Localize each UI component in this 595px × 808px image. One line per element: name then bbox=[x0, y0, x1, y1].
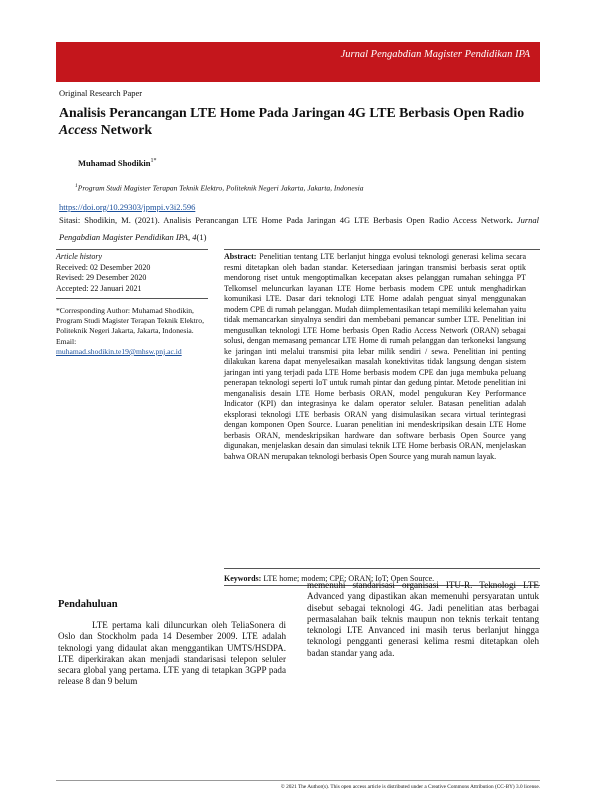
abstract-label: Abstract: bbox=[224, 252, 257, 261]
citation-journal: Jurnal Pengabdian Magister Pendidikan IPA, 4 bbox=[59, 215, 539, 242]
license-footer: © 2021 The Author(s). This open access article is distributed under a Creative Commons Attribution (CC-BY) 3.0 license. bbox=[280, 784, 540, 790]
article-title bbox=[59, 104, 539, 138]
corresponding-email[interactable]: muhamad.shodikin.te19@mhsw.pnj.ac.id bbox=[56, 346, 182, 356]
title-main: Analisis Perancangan LTE Home Pada Jaringan 4G LTE Berbasis Open Radio bbox=[59, 105, 525, 120]
received-date: Received: 02 Desember 2020 bbox=[56, 262, 151, 272]
journal-name: Jurnal Pengabdian Magister Pendidikan IPA bbox=[340, 49, 530, 60]
keywords-label: Keywords: bbox=[224, 574, 262, 583]
author-sup: 1* bbox=[150, 158, 157, 165]
abstract-text: Penelitian tentang LTE berlanjut hingga evolusi teknologi generasi kelima secara resmi ditetapkan oleh badan standar. Ketersediaan jaringan transmisi berbasis serat optik mendorong riset untuk mengoptimalkan kecepatan akses pelanggan rumahan sehingga PT Telkomsel meluncurkan layanan LTE Home berbasis modem CPE untuk menghadirkan komunikasi LTE. Dasar dari teknologi LTE Home adalah penguat sinyal menggunakan modem CPE di rumah pelanggan. Mudah diimplementasikan tetapi memiliki kelemahan yaitu tidak memancarkan sinyalnya sendiri dan membebani pemancar sumber LTE. Penelitian ini mengusulkan teknologi LTE Home berbasis Open Radio Access Network (ORAN) sebagai solusi, dengan memasang pemancar LTE Home di rumah pelanggan dan terkoneksi langsung ke jaringan inti melalui transmisi pita lebar milik sendiri / sewa. Penelitian ini penting dilakukan karena dapat menyelesaikan masalah konektivitas tidak langsung dengan sistem jaringan inti yang terjadi pada LTE Home berbasis modem CPE dan juga membuka peluang penerapan teknologi seperti IoT untuk rumah pintar dan gedung pintar. Metode penelitian ini menganalisis desain LTE Home berbasis ORAN, model pengukuran Key Performance Indicator (KPI) dan integrasinya ke dalam operator seluler. Batasan penelitian adalah eksplorasi teknologi LTE berbasis ORAN yang disimulasikan secara virtual terintegrasi dengan komponen Open Source. Luaran penelitian ini mendeskripsikan desain LTE Home berbasis ORAN, mendeskripsikan hardware dan software berbasis Open Source yang digunakan, menjelaskan desain dan simulasi teknik LTE Home berbasis ORAN, menjelaskan bahwa ORAN merupakan teknologi berbasis Open Source yang murah namun layak. bbox=[224, 252, 526, 461]
citation-dot: . bbox=[510, 215, 517, 225]
affiliation bbox=[75, 183, 363, 193]
journal-banner bbox=[56, 42, 540, 82]
doi-link[interactable]: https://doi.org/10.29303/jpmpi.v3i2.596 bbox=[59, 202, 196, 212]
history-divider bbox=[56, 249, 208, 250]
author-name bbox=[78, 158, 157, 168]
citation-text: Sitasi: Shodikin, M. (2021). Analisis Perancangan LTE Home Pada Jaringan 4G LTE Berbasis Open Radio Access Network bbox=[59, 215, 511, 225]
affiliation-text: Program Studi Magister Terapan Teknik Elektro, Politeknik Negeri Jakarta, Jakarta, Indonesia bbox=[77, 183, 364, 193]
revised-date: Revised: 29 Desember 2020 bbox=[56, 273, 147, 282]
title-end: Network bbox=[97, 122, 153, 137]
corresponding-text: *Corresponding Author: Muhamad Shodikin, Program Studi Magister Terapan Teknik Elektro, Politeknik Negeri Jakarta, Jakarta, Indonesia. Email: bbox=[56, 306, 204, 346]
corresponding-author bbox=[56, 306, 208, 357]
citation bbox=[59, 212, 539, 246]
abstract bbox=[224, 252, 526, 462]
keywords-text: LTE home; modem; CPE; ORAN; IoT; Open Source. bbox=[261, 574, 435, 583]
history-label: Article history bbox=[56, 252, 102, 261]
body-right-column: memenuhi standarisasi organisasi ITU-R. Teknologi LTE Advanced yang dipastikan akan memenuhi persyaratan untuk disebut sebagai teknologi 4G. Jadi penelitian atas berbagai permasalahan baik teknis maupun non teknis terkait tentang teknologi LTE Anvanced ini masih terus berlanjut hingga teknologi pengganti generasi kelima resmi ditetapkan oleh badan standar yang ada. bbox=[307, 580, 539, 658]
abstract-top-divider bbox=[224, 249, 540, 250]
body-left-column: LTE pertama kali diluncurkan oleh TeliaSonera di Oslo dan Stockholm pada 14 Desember 2009. LTE adalah teknologi yang didaulat akan menggantikan UMTS/HSDPA. LTE diperkirakan akan menjadi standarisasi telepon seluler secara global yang pertama. LTE yang di tetapkan 3GPP pada release 8 dan 9 belum bbox=[58, 620, 286, 687]
author-text: Muhamad Shodikin bbox=[78, 158, 151, 168]
paper-type: Original Research Paper bbox=[59, 88, 143, 98]
affiliation-sup: 1 bbox=[75, 183, 78, 189]
history-bottom-divider bbox=[56, 298, 208, 299]
accepted-date: Accepted: 22 Januari 2021 bbox=[56, 283, 142, 293]
footer-divider bbox=[56, 780, 540, 781]
abstract-bottom-divider bbox=[224, 568, 540, 569]
title-italic: Access bbox=[59, 122, 98, 137]
section-heading: Pendahuluan bbox=[58, 599, 118, 610]
article-history bbox=[56, 252, 208, 294]
citation-issue: (1) bbox=[196, 232, 207, 242]
